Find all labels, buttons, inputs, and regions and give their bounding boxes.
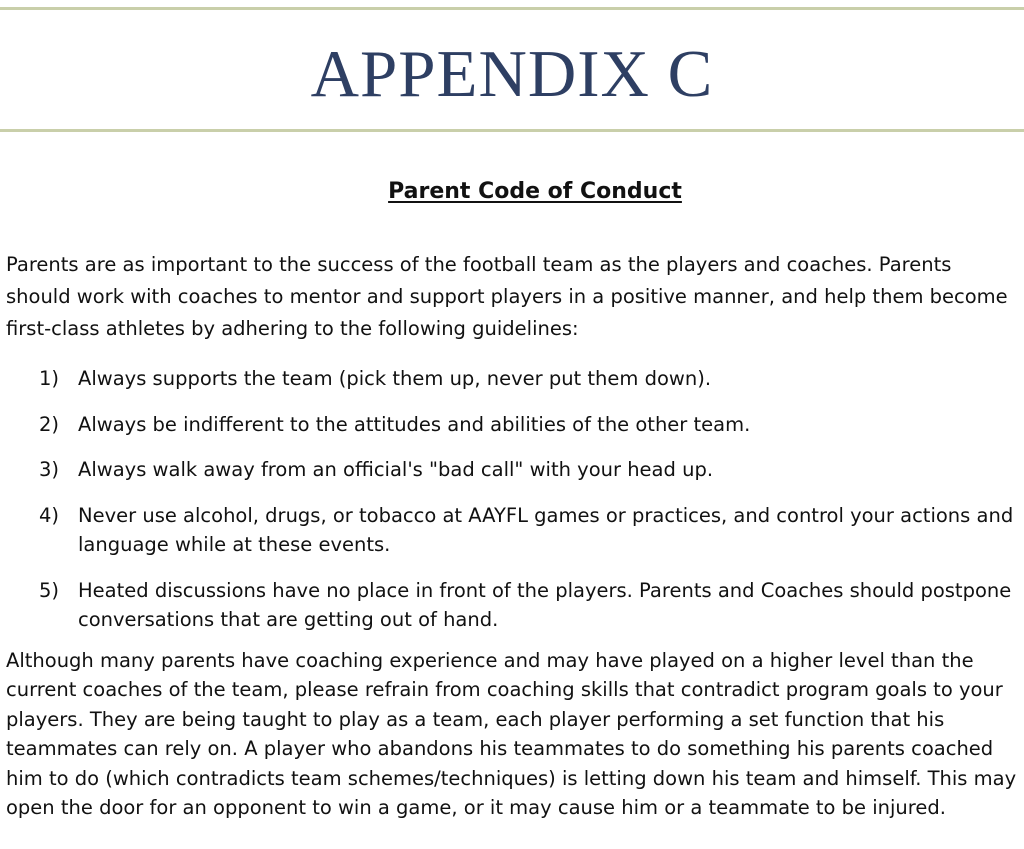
guideline-item [0, 576, 1024, 635]
guideline-item [0, 364, 1024, 394]
guideline-text: Never use alcohol, drugs, or tobacco at AAYFL games or practices, and control your actions and language while at these events. [78, 503, 1014, 556]
guideline-number: 1) [39, 367, 60, 390]
guideline-text: Heated discussions have no place in front of the players. Parents and Coaches should postpone conversations that are getting out of hand. [78, 578, 1012, 631]
guideline-number: 5) [39, 578, 60, 602]
guideline-item [0, 455, 1024, 485]
guideline-text: Always be indifferent to the attitudes and abilities of the other team. [78, 412, 751, 436]
guideline-number: 2) [39, 412, 60, 436]
page-title: APPENDIX C [310, 37, 714, 111]
section-heading: Parent Code of Conduct [388, 179, 682, 204]
top-divider [0, 7, 1024, 10]
guideline-number: 4) [39, 503, 60, 527]
guideline-text: Always supports the team (pick them up, never put them down). [78, 367, 712, 390]
guideline-text: Always walk away from an official's "bad call" with your head up. [78, 458, 714, 481]
guideline-item [0, 410, 1024, 440]
intro-paragraph: Parents are as important to the success of the football team as the players and coaches. Parents should work with coaches to mentor and support players in a positive manner, and help them become first-class athletes by adhering to the following guidelines: [6, 253, 1008, 340]
title-divider [0, 129, 1024, 132]
guideline-item [0, 501, 1024, 560]
guideline-number: 3) [39, 458, 60, 481]
guidelines-list [0, 364, 1024, 651]
closing-paragraph: Although many parents have coaching experience and may have played on a higher level than the current coaches of the team, please refrain from coaching skills that contradict program goals to your players. They are being taught to play as a team, each player performing a set function that his teammates can rely on. A player who abandons his teammates to do something his parents coached him to do (which contradicts team schemes/techniques) is letting down his team and himself. This may open the door for an opponent to win a game, or it may cause him or a teammate to be injured. [6, 649, 1017, 820]
